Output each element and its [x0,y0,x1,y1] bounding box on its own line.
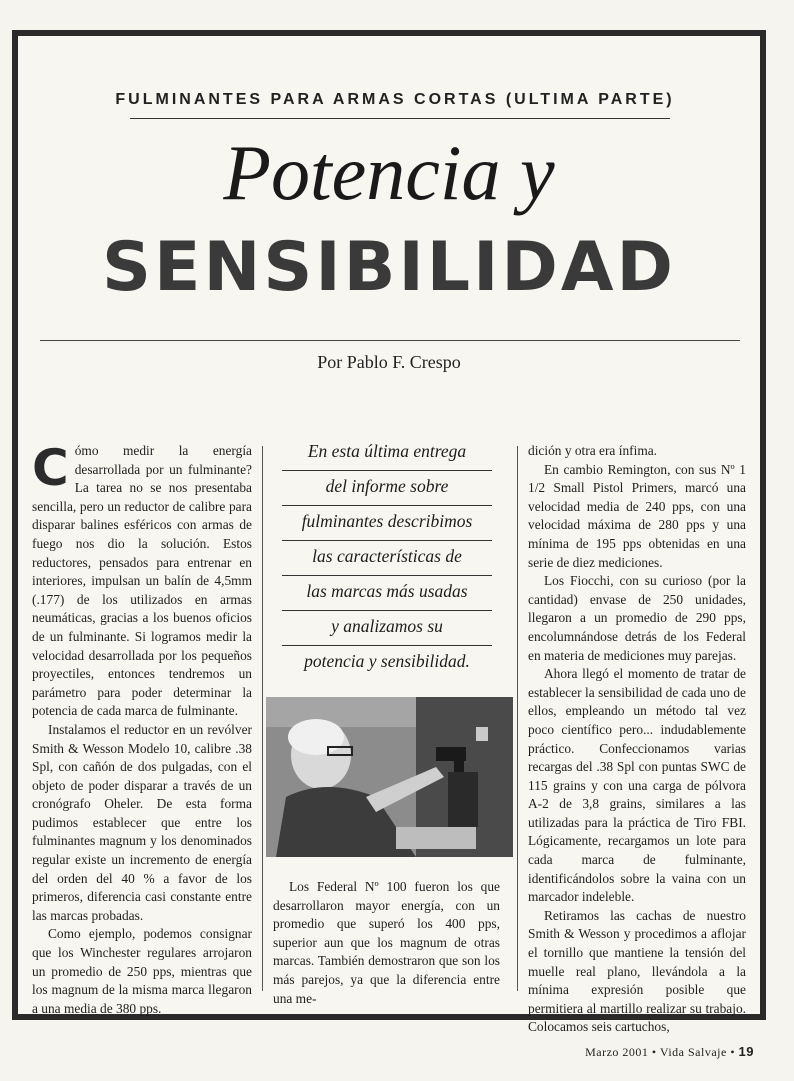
pull-quote-line: y analizamos su [282,611,492,646]
pull-quote-line: las marcas más usadas [282,576,492,611]
pull-quote-line: las características de [282,541,492,576]
article-photo [266,697,513,857]
photo-illustration [266,697,513,857]
footer-issue: Marzo 2001 • Vida Salvaje • [585,1045,736,1059]
kicker-divider [130,118,670,119]
paragraph-text: ómo medir la energía desarrollada por un fulminante? La tarea no se nos presentaba sencilla, pero un reductor de calibre para disparar balines esféricos con armas de fuego nos dio la solución. Estos reductores, pensados para entrenar en interiores, impulsan un balín de 4,5mm (.177) de los utilizados en armas neumáticas, gracias a los buenos oficios de un fulminante. Si logramos medir la velocidad desarrollada por los pequeños proyectiles, entonces tendremos un parámetro para poder determinar la potencia de cada marca de fulminante. [32,443,252,719]
article-kicker: FULMINANTES PARA ARMAS CORTAS (ULTIMA PARTE) [115,91,675,108]
article-byline: Por Pablo F. Crespo [317,352,461,372]
column-divider [262,446,263,991]
pull-quote-line: fulminantes describimos [282,506,492,541]
dropcap: C [32,439,69,497]
column-2 [273,878,500,1008]
page-footer [585,1044,754,1060]
title-divider [40,340,740,341]
column-1 [32,439,252,1018]
paragraph: Retiramos las cachas de nuestro Smith & Wesson y procedimos a aflojar el tornillo que mantiene la tensión del muelle real plano, llevándola a la mínima expresión posible que permitiera al martillo realizar su trabajo. Colocamos seis cartuchos, [528,907,746,1035]
pull-quote [282,436,492,680]
pull-quote-line: del informe sobre [282,471,492,506]
pull-quote-line: potencia y sensibilidad. [304,651,470,671]
paragraph: dición y otra era ínfima. [528,443,658,458]
page-number: 19 [738,1044,754,1059]
pull-quote-line: En esta última entrega [282,436,492,471]
paragraph [32,439,252,721]
column-3 [528,442,746,1037]
article-title-line1: Potencia y [223,129,555,216]
paragraph: En cambio Remington, con sus Nº 1 1/2 Small Pistol Primers, marcó una velocidad media de 240 pps, con una velocidad máxima de 280 pps y una mínima de 195 pps obtenidas en una serie de diez mediciones. [528,461,746,570]
paragraph: Como ejemplo, podemos consignar que los Winchester regulares arrojaron un promedio de 250 pps, mientras que los magnum de la misma marca llegaron a una media de 380 pps. [32,926,252,1016]
column-divider [517,446,518,991]
article-title-line2: SENSIBILIDAD [102,228,676,307]
paragraph: Los Fiocchi, con su curioso (por la cantidad) envase de 250 unidades, llegaron a un promedio de 290 pps, encolumnándose detrás de los Federal en materia de mediciones muy parejas. [528,573,746,663]
paragraph: Instalamos el reductor en un revólver Smith & Wesson Modelo 10, calibre .38 Spl, con cañón de dos pulgadas, con el objeto de poder disparar a través de un cronógrafo Oheler. De esta forma pudimos establecer que entre los fulminantes magnum y los denominados regular existe un incremento de energía del orden del 40 % a favor de los primeros, diferencia casi constante entre las marcas probadas. [32,721,252,923]
paragraph: Ahora llegó el momento de tratar de establecer la sensibilidad de cada uno de ellos, empleando un método tal vez poco científico pero... indudablemente práctico. Confeccionamos varias recargas del .38 Spl con puntas SWC de 115 grains y con una carga de pólvora A-2 de 3,8 grains, similares a las utilizadas para la práctica de Tiro FBI. Lógicamente, recargamos un lote para cada marca de fulminante, identificándolos sobre la vaina con un marcador indeleble. [528,666,746,905]
paragraph: Los Federal Nº 100 fueron los que desarrollaron mayor energía, con un promedio que superó los 400 pps, superior aun que los magnum de otras marcas. También demostraron que son los más parejos, ya que la diferencia entre una me- [273,879,500,1006]
